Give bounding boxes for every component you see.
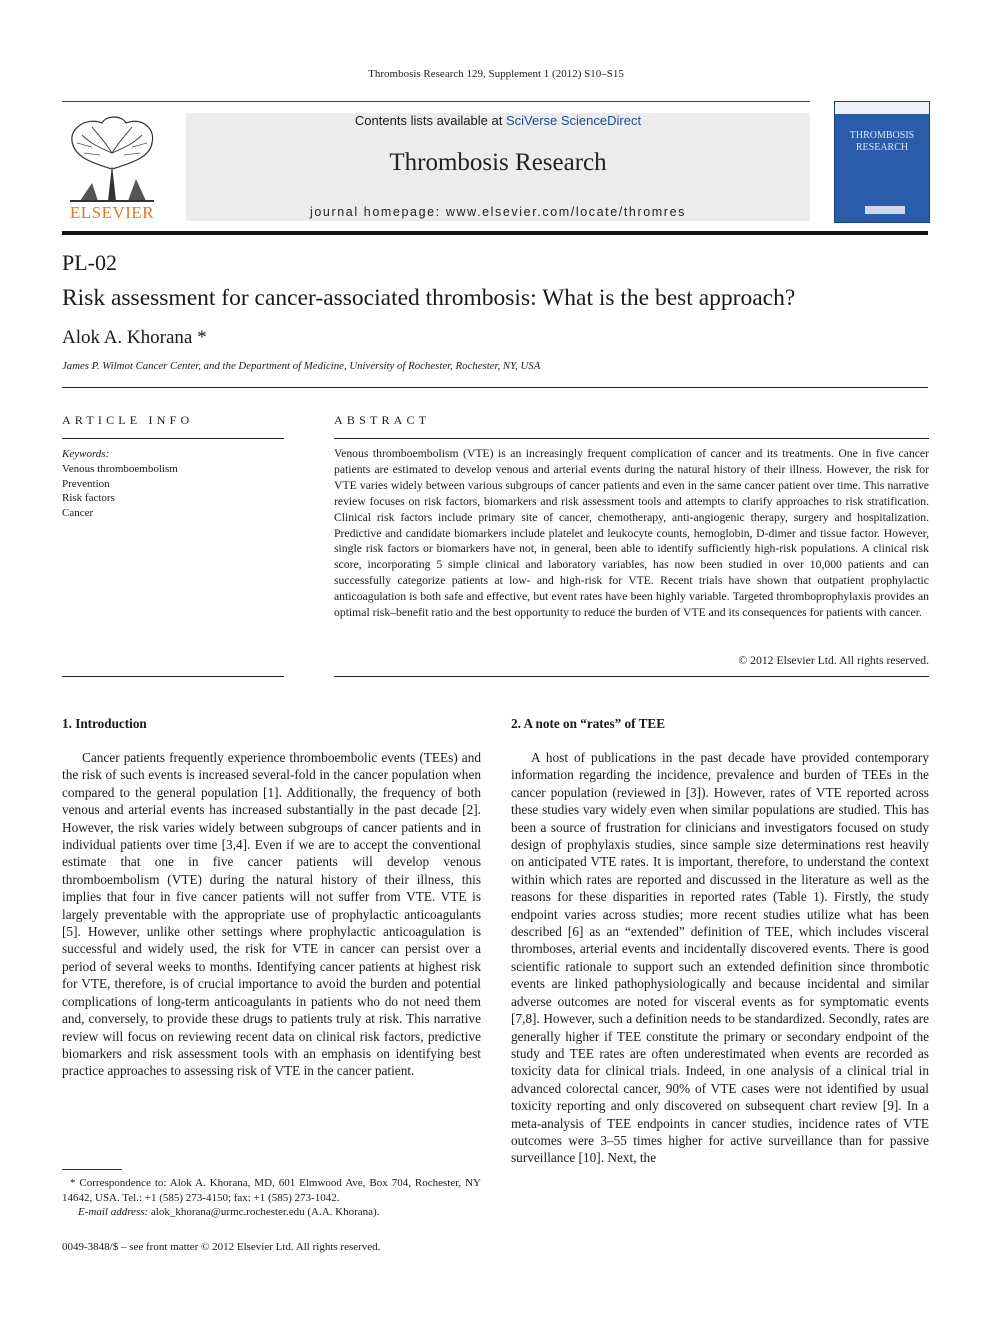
contents-line bbox=[186, 113, 810, 128]
introduction-text: Cancer patients frequently experience thromboembolic events (TEEs) and the risk of such events is increased several-fold in the cancer population when compared to the general population [1]. Additionally, the frequency of both venous and arterial events has increased substantially in the past decade [2]. However, the risk varies widely between subgroups of cancer patients and in individual patients over time [3,4]. Even if we are to accept the conventional estimate that one in five cancer patients will develop venous thromboembolism (VTE) during the natural history of their illness, this implies that four in five cancer patients will not suffer from VTE. VTE is largely preventable with the appropriate use of prophylactic anticoagulants [5]. However, unlike other settings where prophylactic anticoagulation is successful and widely used, the risk for VTE in cancer can persist over a period of several weeks to months. Identifying cancer patients at highest risk for VTE, therefore, is of crucial importance to avoid the burden and potential complications of long-term anticoagulants in patients who do not need them and, conversely, to provide these drugs to patients truly at risk. This narrative review will focus on reviewing recent data on clinical risk factors, predictive biomarkers and risk assessment tools with an emphasis on identifying best practice approaches to assessing risk of VTE in the cancer patient. bbox=[62, 750, 481, 1079]
abstract-rule bbox=[334, 438, 929, 439]
abstract-text: Venous thromboembolism (VTE) is an increasingly frequent complication of cancer and its treatments. One in five cancer patients are estimated to develop venous and arterial events during the natural history of their illness. However, the risk for VTE varies widely between various subgroups of cancer patients and even in the same cancer patient over time. This narrative review focuses on risk factors, biomarkers and risk assessment tools and attempts to clarify approaches to risk stratification. Clinical risk factors include primary site of cancer, chemotherapy, anti-angiogenic therapy, surgery and hospitalization. Predictive and candidate biomarkers include platelet and leukocyte counts, hemoglobin, D-dimer and tissue factor. However, single risk factors or biomarkers have not, in general, been able to identify sufficiently high-risk populations. A clinical risk score, incorporating 5 simple clinical and laboratory variables, has now been studied in over 10,000 patients and can successfully categorize patients at low- and high-risk for VTE. Recent trials have shown that outpatient prophylactic anticoagulation is both safe and effective, but event rates have been highly variable. Targeted thromboprophylaxis provides an optimal risk–benefit ratio and the best opportunity to reduce the burden of VTE and its consequences for patients with cancer. bbox=[334, 447, 929, 620]
correspondence-text: * Correspondence to: Alok A. Khorana, MD, 601 Elmwood Ave, Box 704, Rochester, NY 14642, USA. Tel.: +1 (585) 273-4150; fax: +1 (585) 273-1042. bbox=[62, 1177, 481, 1204]
article-info-bottom-rule bbox=[62, 676, 284, 677]
email-address[interactable]: alok_khorana@urmc.rochester.edu (A.A. Khorana). bbox=[148, 1206, 380, 1219]
journal-name: Thrombosis Research bbox=[389, 149, 607, 176]
elsevier-logo bbox=[62, 113, 162, 223]
header-thick-rule bbox=[62, 231, 928, 235]
rates-text: A host of publications in the past decade have provided contemporary information regarding the incidence, prevalence and burden of TEEs in the cancer population (reviewed in [3]). However, rates of VTE reported across these studies vary widely even when similar populations are studied. This has been a source of frustration for clinicians and investigators focused on study design of prophylaxis studies, since sample size determinations rest heavily on anticipated VTE rates. It is important, therefore, to understand the context within which rates are reported and discussed in the literature as well as the reasons for these disparities in reported rates (Table 1). Firstly, the study endpoint varies across studies; more recent studies utilize what has been described [6] as an “extended” definition of TEE, which includes visceral thromboses, arterial events and incidentally discovered events. There is good scientific rationale to support such an extended definition since thrombotic events are linked pathophysiologically and because incidental and similar adverse outcomes are noted for visceral events as for symptomatic events [7,8]. However, such a definition needs to be standardized. Secondly, rates are generally higher if TEE constitute the primary or secondary endpoint of the study and TEE rates are often underestimated when events are recorded as toxicity data for clinical trials. Indeed, in one analysis of a clinical trial in advanced colorectal cancer, 90% of VTE cases were not identified by usual toxicity reporting and only discovered on subsequent chart review [9]. In a meta-analysis of TEE endpoints in cancer studies, incidence rates of VTE outcomes were 3–55 times higher for active surveillance than for passive surveillance [10]. Next, the bbox=[511, 750, 929, 1166]
article-title: Risk assessment for cancer-associated thrombosis: What is the best approach? bbox=[62, 285, 796, 311]
article-code: PL-02 bbox=[62, 250, 117, 275]
author-line bbox=[62, 327, 207, 349]
title-divider bbox=[62, 387, 928, 388]
cover-strip bbox=[835, 102, 929, 114]
keywords-label: Keywords: bbox=[62, 448, 110, 460]
section-heading-introduction: 1. Introduction bbox=[62, 716, 147, 731]
article-info-heading: ARTICLE INFO bbox=[62, 413, 194, 427]
sciencedirect-link[interactable]: SciVerse ScienceDirect bbox=[505, 113, 642, 128]
affiliation: James P. Wilmot Cancer Center, and the Department of Medicine, University of Rochester, Rochester, NY, USA bbox=[62, 360, 541, 372]
cover-title: THROMBOSIS RESEARCH bbox=[849, 130, 915, 153]
header-divider bbox=[62, 101, 810, 102]
abstract-heading: ABSTRACT bbox=[334, 413, 431, 427]
article-info-rule bbox=[62, 438, 284, 439]
keyword: Risk factors bbox=[62, 492, 115, 504]
email-line bbox=[62, 1205, 481, 1220]
journal-cover bbox=[834, 101, 930, 223]
publisher-logo-text: ELSEVIER bbox=[69, 203, 155, 222]
contents-prefix: Contents lists available at bbox=[354, 113, 506, 128]
cover-publisher-mark bbox=[865, 206, 905, 214]
keyword: Cancer bbox=[62, 506, 94, 519]
journal-banner bbox=[186, 113, 810, 221]
keywords-list bbox=[62, 462, 178, 520]
author-mark[interactable]: * bbox=[192, 327, 207, 348]
journal-citation: Thrombosis Research 129, Supplement 1 (2012) S10–S15 bbox=[368, 68, 624, 80]
keyword: Prevention bbox=[62, 477, 110, 490]
abstract-bottom-rule bbox=[334, 676, 929, 677]
email-label: E-mail address: bbox=[78, 1206, 149, 1219]
author-name: Alok A. Khorana bbox=[62, 327, 193, 348]
abstract-copyright: © 2012 Elsevier Ltd. All rights reserved. bbox=[738, 654, 929, 667]
elsevier-tree-icon bbox=[62, 113, 162, 205]
correspondence-footnote bbox=[62, 1176, 481, 1220]
footnote-rule bbox=[62, 1169, 122, 1170]
section-heading-rates: 2. A note on “rates” of TEE bbox=[511, 716, 665, 731]
journal-homepage[interactable]: journal homepage: www.elsevier.com/locate/thromres bbox=[310, 205, 686, 219]
front-matter: 0049-3848/$ – see front matter © 2012 Elsevier Ltd. All rights reserved. bbox=[62, 1241, 381, 1253]
keyword: Venous thromboembolism bbox=[62, 463, 178, 475]
